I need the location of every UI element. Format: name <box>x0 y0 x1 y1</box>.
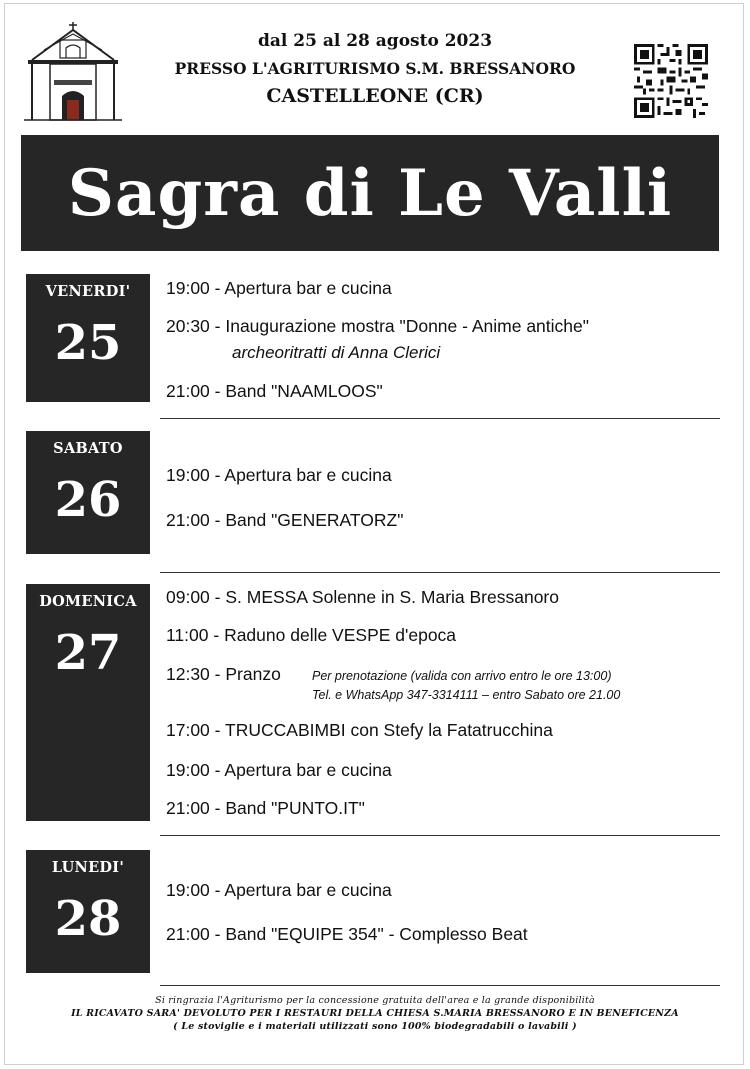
event-item: 11:00 - Raduno delle VESPE d'epoca <box>166 625 457 645</box>
divider <box>160 835 720 836</box>
footer-thanks: Si ringrazia l'Agriturismo per la concessione gratuita dell'area e la grande disponibilità <box>155 995 595 1006</box>
event-item: 21:00 - Band "GENERATORZ" <box>166 510 404 530</box>
day-name: LUNEDI' <box>51 859 125 876</box>
event-title: Sagra di Le Valli <box>67 155 673 231</box>
qr-code-icon <box>634 44 708 118</box>
event-subtitle: archeoritratti di Anna Clerici <box>232 343 441 362</box>
title-banner <box>21 135 719 251</box>
divider <box>160 985 720 986</box>
event-item: 21:00 - Band "NAAMLOOS" <box>166 381 383 401</box>
event-item: 19:00 - Apertura bar e cucina <box>166 880 392 900</box>
day-name: SABATO <box>53 440 123 457</box>
event-item: 21:00 - Band "EQUIPE 354" - Complesso Beat <box>166 924 528 944</box>
divider <box>160 418 720 419</box>
day-badge-friday <box>26 274 150 402</box>
day-name: VENERDI' <box>45 283 131 300</box>
divider <box>160 572 720 573</box>
event-item: 19:00 - Apertura bar e cucina <box>166 465 392 485</box>
day-badge-sunday <box>26 584 150 821</box>
event-town: CASTELLEONE (CR) <box>266 85 484 107</box>
day-badge-saturday <box>26 431 150 554</box>
footer-materials: ( Le stoviglie e i materiali utilizzati sono 100% biodegradabili o lavabili ) <box>173 1021 577 1032</box>
day-number: 27 <box>54 625 122 681</box>
event-venue: PRESSO L'AGRITURISMO S.M. BRESSANORO <box>174 59 576 78</box>
event-item: 20:30 - Inaugurazione mostra "Donne - Anime antiche" <box>166 316 589 336</box>
day-badge-monday <box>26 850 150 973</box>
day-number: 25 <box>54 315 122 371</box>
day-name: DOMENICA <box>39 593 137 610</box>
event-dates: dal 25 al 28 agosto 2023 <box>257 31 493 51</box>
footer-proceeds: IL RICAVATO SARA' DEVOLUTO PER I RESTAURI DELLA CHIESA S.MARIA BRESSANORO E IN BENEFICENZA <box>71 1008 679 1019</box>
event-item: 19:00 - Apertura bar e cucina <box>166 278 392 298</box>
event-item: 21:00 - Band "PUNTO.IT" <box>166 798 365 818</box>
day-number: 26 <box>54 472 122 528</box>
booking-contact: Tel. e WhatsApp 347-3314111 – entro Sabato ore 21.00 <box>312 688 621 702</box>
event-item: 09:00 - S. MESSA Solenne in S. Maria Bressanoro <box>166 587 559 607</box>
event-item: 19:00 - Apertura bar e cucina <box>166 760 392 780</box>
day-number: 28 <box>54 891 122 947</box>
event-item: 17:00 - TRUCCABIMBI con Stefy la Fatatrucchina <box>166 720 553 740</box>
booking-note: Per prenotazione (valida con arrivo entro le ore 13:00) <box>312 669 612 683</box>
event-item: 12:30 - Pranzo <box>166 664 281 684</box>
